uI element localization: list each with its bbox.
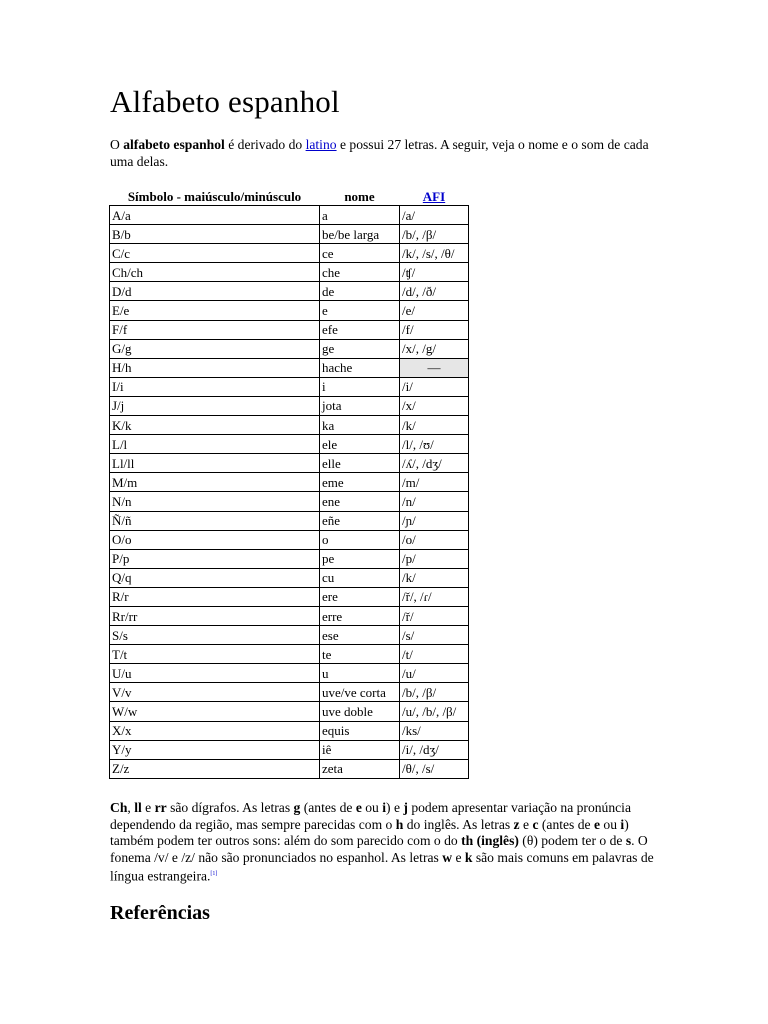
table-row xyxy=(110,206,469,225)
symbol-cell: G/g xyxy=(110,339,320,358)
bold-text: k xyxy=(464,849,473,865)
text-run: ) e xyxy=(386,800,404,815)
symbol-cell: E/e xyxy=(110,301,320,320)
bold-text: w xyxy=(442,849,453,865)
text-run: e xyxy=(519,816,533,832)
text-run: podem apresentar variação na pronúncia dependendo da região, mas sempre parecidas com o xyxy=(110,800,631,832)
bold-text: ll xyxy=(134,800,142,815)
afi-cell: /n/ xyxy=(400,492,469,511)
name-cell: uve doble xyxy=(320,702,400,721)
text-run: (antes de xyxy=(538,816,594,832)
symbol-cell: J/j xyxy=(110,396,320,415)
symbol-cell: X/x xyxy=(110,721,320,740)
bold-text: rr xyxy=(154,800,167,815)
table-row xyxy=(110,759,469,778)
digraphs-paragraph xyxy=(110,800,668,886)
intro-paragraph: O alfabeto espanhol é derivado do latino e possui 27 letras. A seguir, veja o nome e o som de cada uma delas. xyxy=(110,137,649,169)
symbol-cell: D/d xyxy=(110,282,320,301)
table-row xyxy=(110,721,469,740)
afi-cell: /u/ xyxy=(400,664,469,683)
symbol-cell: N/n xyxy=(110,492,320,511)
bold-text: z xyxy=(513,816,520,832)
symbol-cell: M/m xyxy=(110,473,320,492)
table-row xyxy=(110,454,469,473)
text-run: e xyxy=(452,849,465,865)
bold-term: alfabeto espanhol xyxy=(123,137,225,152)
symbol-cell: W/w xyxy=(110,702,320,721)
afi-cell: /f/ xyxy=(400,320,469,339)
table-row xyxy=(110,645,469,664)
table-row xyxy=(110,549,469,568)
name-cell: iê xyxy=(320,740,400,759)
table-row xyxy=(110,664,469,683)
text-run: ou xyxy=(361,800,383,815)
symbol-cell: S/s xyxy=(110,626,320,645)
table-row xyxy=(110,339,469,358)
afi-cell: /u/, /b/, /β/ xyxy=(400,702,469,721)
afi-cell: /ʧ/ xyxy=(400,263,469,282)
afi-cell: /ř/ xyxy=(400,606,469,625)
symbol-cell: L/l xyxy=(110,435,320,454)
table-row xyxy=(110,225,469,244)
text-run: ) também podem ter outros sons: além do som parecido com o do xyxy=(110,816,629,849)
bold-text: s xyxy=(625,833,632,849)
name-cell: e xyxy=(320,301,400,320)
text-run: (antes de xyxy=(300,800,356,815)
symbol-cell: Ch/ch xyxy=(110,263,320,282)
page-title: Alfabeto espanhol xyxy=(110,84,340,119)
alphabet-table xyxy=(109,187,469,779)
table-row xyxy=(110,282,469,301)
name-cell: uve/ve corta xyxy=(320,683,400,702)
name-cell: be/be larga xyxy=(320,225,400,244)
afi-cell: /x/ xyxy=(400,396,469,415)
name-cell: hache xyxy=(320,358,400,377)
name-cell: eñe xyxy=(320,511,400,530)
afi-cell: /i/, /dʒ/ xyxy=(400,740,469,759)
name-cell: efe xyxy=(320,320,400,339)
header-name: nome xyxy=(344,189,375,204)
symbol-cell: R/r xyxy=(110,587,320,606)
text-run: são dígrafos. As letras xyxy=(166,800,294,815)
table-row xyxy=(110,740,469,759)
table-row xyxy=(110,435,469,454)
afi-cell: /s/ xyxy=(400,626,469,645)
name-cell: ce xyxy=(320,244,400,263)
symbol-cell: V/v xyxy=(110,683,320,702)
bold-text: th (inglês) xyxy=(461,833,519,849)
bold-text: i xyxy=(620,816,625,832)
bold-text: Ch xyxy=(110,800,128,815)
afi-cell: /ř/, /ɾ/ xyxy=(400,587,469,606)
name-cell: eme xyxy=(320,473,400,492)
name-cell: pe xyxy=(320,549,400,568)
text-run: . O fonema /v/ e /z/ não são pronunciados no espanhol. As letras xyxy=(110,833,648,865)
afi-cell: /e/ xyxy=(400,301,469,320)
table-row xyxy=(110,358,469,377)
name-cell: che xyxy=(320,263,400,282)
name-cell: te xyxy=(320,645,400,664)
bold-text: e xyxy=(355,800,362,815)
table-row xyxy=(110,568,469,587)
table-row xyxy=(110,473,469,492)
symbol-cell: C/c xyxy=(110,244,320,263)
afi-cell: /k/, /s/, /θ/ xyxy=(400,244,469,263)
symbol-cell: Ñ/ñ xyxy=(110,511,320,530)
afi-cell: — xyxy=(400,358,469,377)
afi-cell: /o/ xyxy=(400,530,469,549)
afi-cell: /d/, /ð/ xyxy=(400,282,469,301)
name-cell: o xyxy=(320,530,400,549)
table-row xyxy=(110,511,469,530)
afi-cell: /ʎ/, /dʒ/ xyxy=(400,454,469,473)
bold-text: i xyxy=(382,800,387,815)
name-cell: ere xyxy=(320,587,400,606)
name-cell: ele xyxy=(320,435,400,454)
afi-cell: /x/, /g/ xyxy=(400,339,469,358)
name-cell: jota xyxy=(320,396,400,415)
symbol-cell: H/h xyxy=(110,358,320,377)
afi-cell: /p/ xyxy=(400,549,469,568)
table-row xyxy=(110,416,469,435)
afi-cell: /t/ xyxy=(400,645,469,664)
name-cell: a xyxy=(320,206,400,225)
symbol-cell: I/i xyxy=(110,377,320,396)
symbol-cell: A/a xyxy=(110,206,320,225)
afi-cell: /b/, /β/ xyxy=(400,683,469,702)
table-row xyxy=(110,377,469,396)
name-cell: cu xyxy=(320,568,400,587)
bold-text: h xyxy=(395,816,404,832)
table-row xyxy=(110,244,469,263)
table-row xyxy=(110,301,469,320)
symbol-cell: F/f xyxy=(110,320,320,339)
symbol-cell: U/u xyxy=(110,664,320,683)
table-row xyxy=(110,530,469,549)
table-row xyxy=(110,263,469,282)
symbol-cell: Y/y xyxy=(110,740,320,759)
text-run: do inglês. As letras xyxy=(403,816,514,832)
text-run: , xyxy=(127,800,135,815)
table-row xyxy=(110,702,469,721)
name-cell: ese xyxy=(320,626,400,645)
symbol-cell: Z/z xyxy=(110,759,320,778)
table-row xyxy=(110,320,469,339)
symbol-cell: Q/q xyxy=(110,568,320,587)
name-cell: zeta xyxy=(320,759,400,778)
symbol-cell: B/b xyxy=(110,225,320,244)
symbol-cell: T/t xyxy=(110,645,320,664)
name-cell: elle xyxy=(320,454,400,473)
bold-text: j xyxy=(403,800,408,815)
bold-text: g xyxy=(293,800,301,815)
latino-link[interactable]: latino xyxy=(305,137,337,152)
footnote-reference[interactable]: [1] xyxy=(210,871,218,878)
afi-cell: /θ/, /s/ xyxy=(400,759,469,778)
name-cell: equis xyxy=(320,721,400,740)
name-cell: ene xyxy=(320,492,400,511)
text-run: ou xyxy=(600,816,621,832)
table-row xyxy=(110,606,469,625)
table-row xyxy=(110,626,469,645)
afi-cell: /k/ xyxy=(400,568,469,587)
table-row xyxy=(110,587,469,606)
header-afi[interactable] xyxy=(400,187,469,206)
text-run: e xyxy=(141,800,155,815)
afi-cell: /ɲ/ xyxy=(400,511,469,530)
afi-cell: /i/ xyxy=(400,377,469,396)
name-cell: ka xyxy=(320,416,400,435)
afi-cell: /b/, /β/ xyxy=(400,225,469,244)
afi-cell: /m/ xyxy=(400,473,469,492)
name-cell: u xyxy=(320,664,400,683)
bold-text: e xyxy=(593,816,601,832)
name-cell: erre xyxy=(320,606,400,625)
table-header-row xyxy=(110,187,469,206)
table-row xyxy=(110,396,469,415)
text-run: são mais comuns em palavras de língua estrangeira. xyxy=(110,849,654,884)
symbol-cell: Ll/ll xyxy=(110,454,320,473)
afi-link[interactable]: AFI xyxy=(422,189,446,204)
afi-cell: /l/, /ʊ/ xyxy=(400,435,469,454)
symbol-cell: P/p xyxy=(110,549,320,568)
table-body xyxy=(110,206,469,779)
name-cell: ge xyxy=(320,339,400,358)
afi-cell: /ks/ xyxy=(400,721,469,740)
table-row xyxy=(110,492,469,511)
name-cell: i xyxy=(320,377,400,396)
symbol-cell: K/k xyxy=(110,416,320,435)
bold-text: c xyxy=(532,816,539,832)
symbol-cell: Rr/rr xyxy=(110,606,320,625)
symbol-cell: O/o xyxy=(110,530,320,549)
references-heading: Referências xyxy=(110,902,210,924)
afi-cell: /a/ xyxy=(400,206,469,225)
header-symbol: Símbolo - maiúsculo/minúsculo xyxy=(127,189,302,204)
text-run: (θ) podem ter o de xyxy=(518,833,626,849)
name-cell: de xyxy=(320,282,400,301)
table-row xyxy=(110,683,469,702)
afi-cell: /k/ xyxy=(400,416,469,435)
